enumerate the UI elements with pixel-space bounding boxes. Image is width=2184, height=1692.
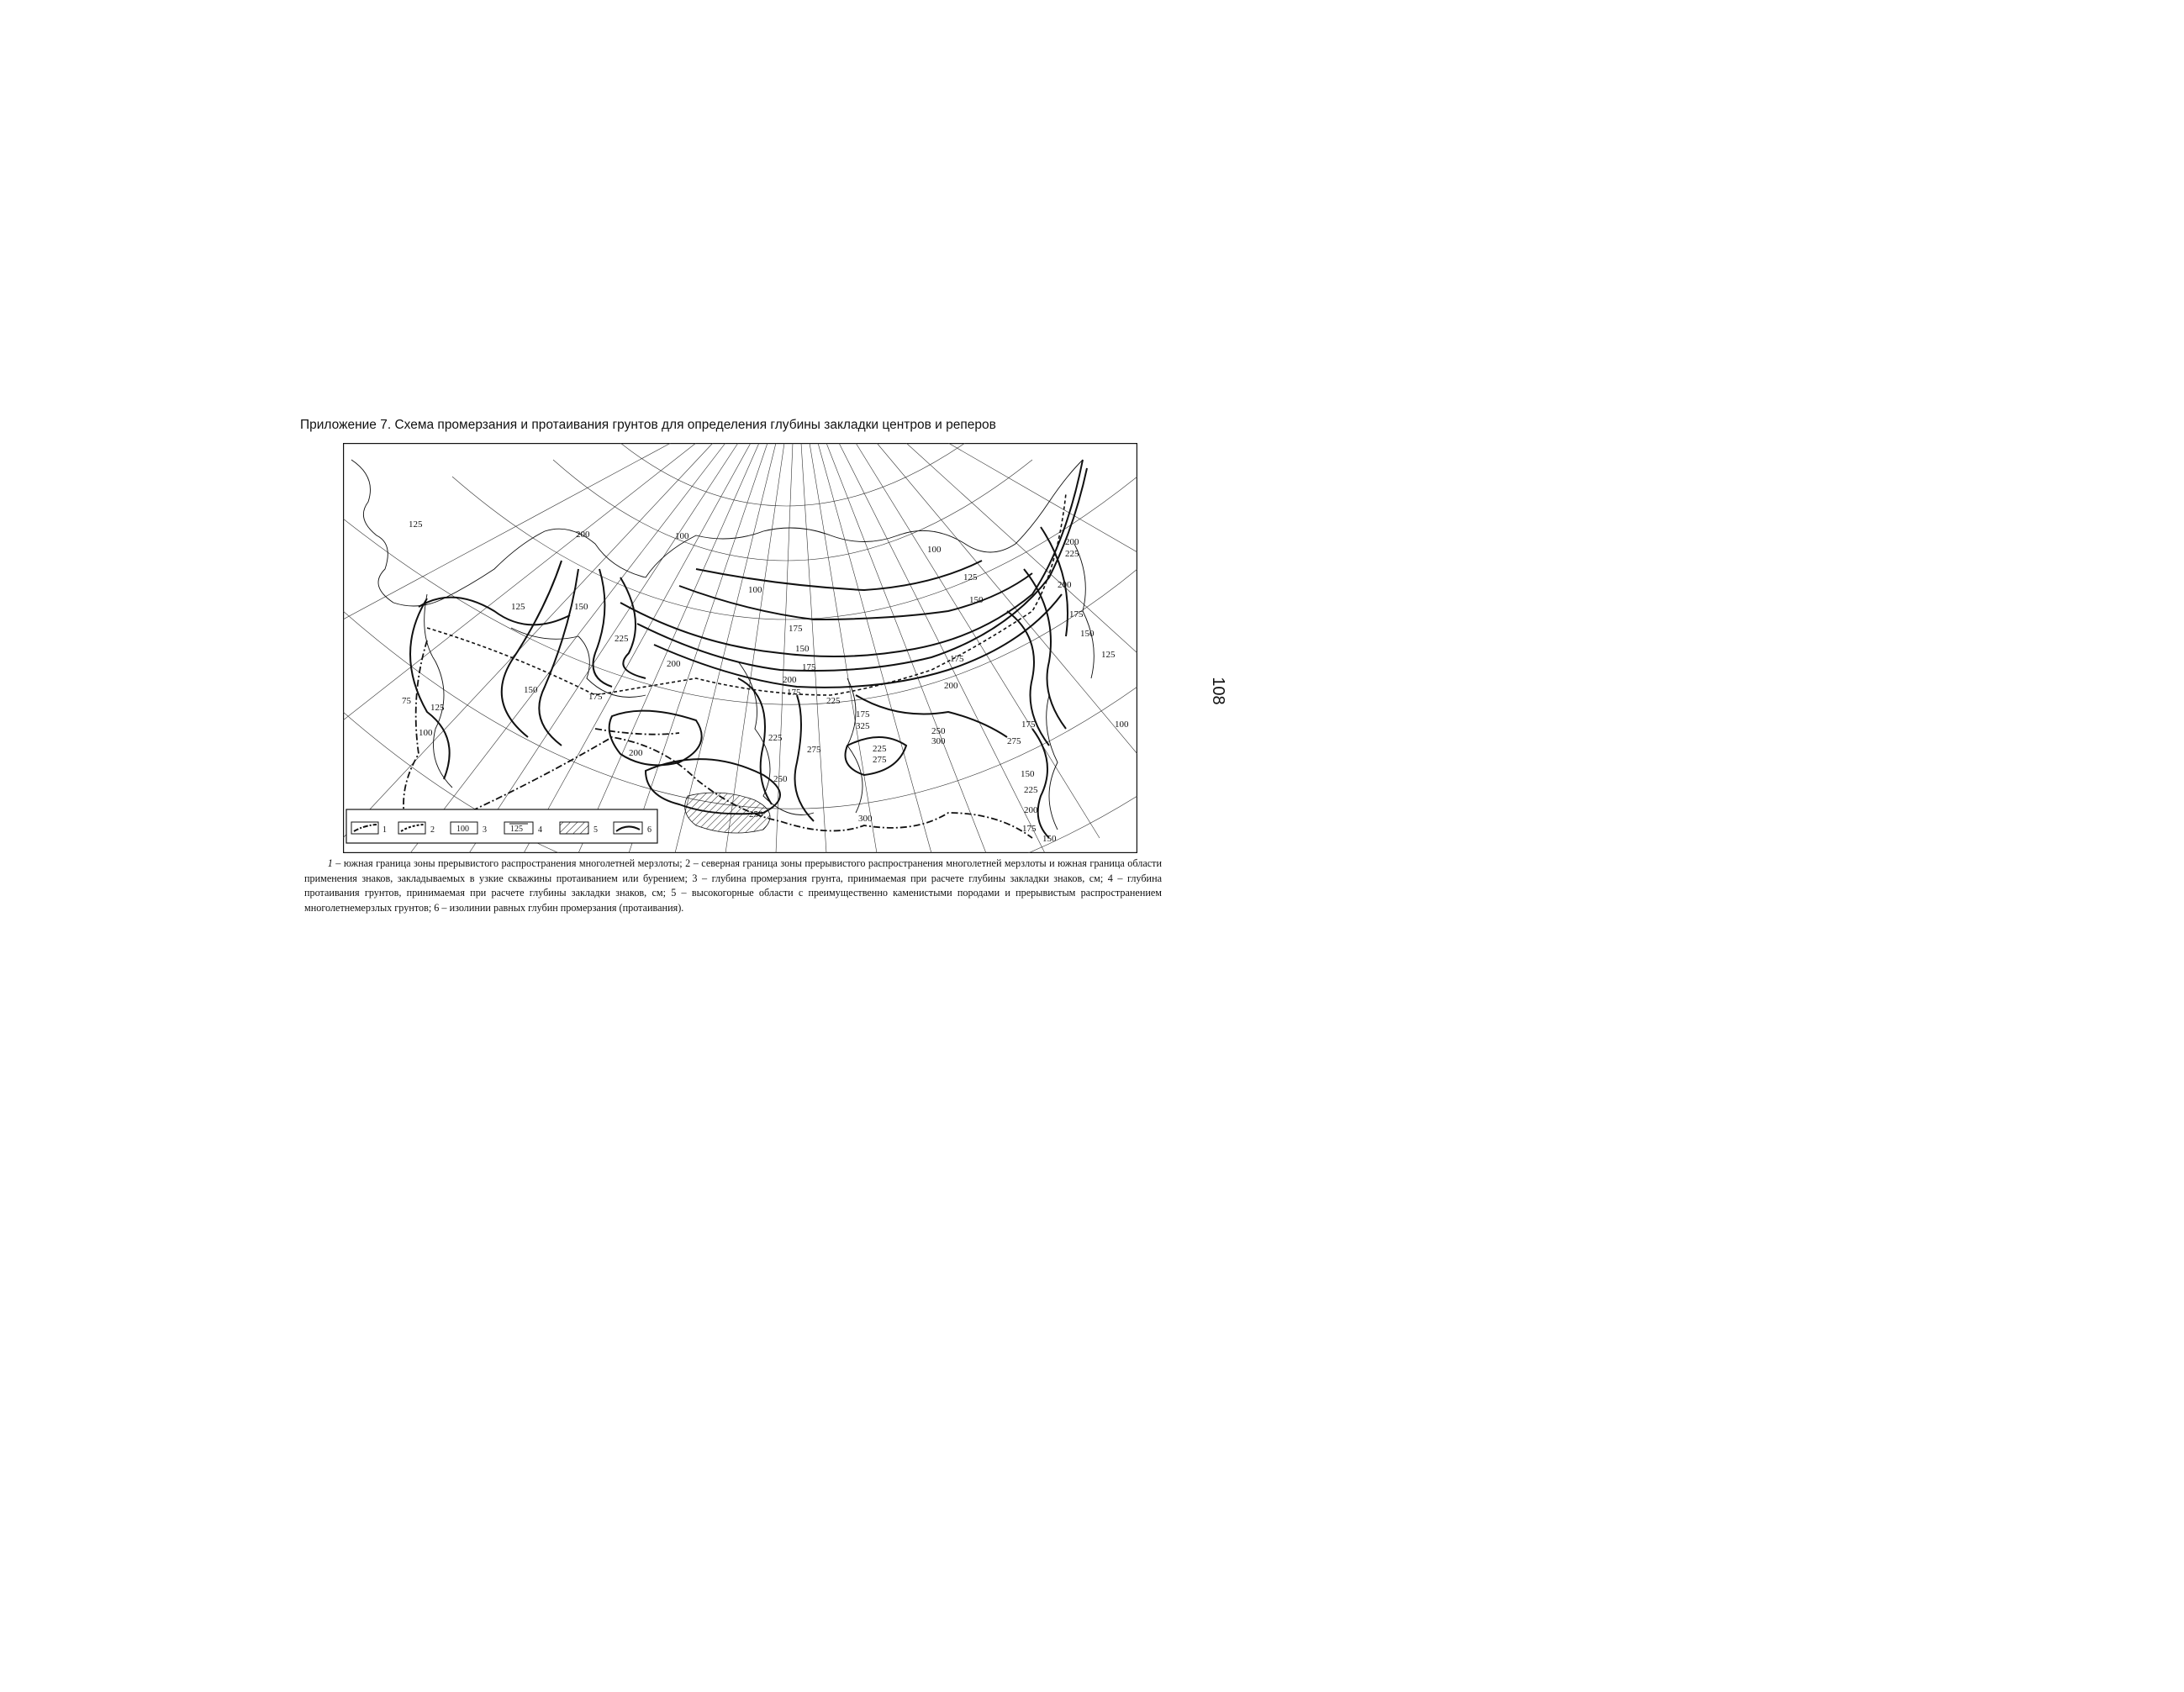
page-number: 108 <box>1209 677 1227 705</box>
svg-text:5: 5 <box>593 825 598 835</box>
map-label: 125 <box>963 572 978 582</box>
map-label: 200 <box>576 530 590 540</box>
svg-text:125: 125 <box>510 825 523 834</box>
map-label: 175 <box>1021 719 1036 730</box>
map-label: 125 <box>430 703 445 713</box>
map-label: 175 <box>1022 824 1037 834</box>
map-label: 175 <box>787 688 801 698</box>
map-label: 175 <box>856 709 870 719</box>
svg-text:4: 4 <box>538 825 542 835</box>
map-label: 175 <box>789 624 803 634</box>
map-label: 150 <box>1021 769 1035 779</box>
map-label: 225 <box>1024 785 1038 795</box>
map-label: 100 <box>675 531 689 541</box>
map-label: 100 <box>748 585 762 595</box>
map-label: 225 <box>826 696 841 706</box>
svg-text:6: 6 <box>647 825 652 835</box>
map-label: 175 <box>1069 609 1084 619</box>
map-label: 300 <box>931 736 946 746</box>
svg-text:100: 100 <box>456 825 469 834</box>
map-label: 275 <box>807 745 821 755</box>
caption-item-number: 1 <box>327 857 333 869</box>
map-label: 175 <box>588 692 603 702</box>
map-label: 100 <box>1115 719 1129 730</box>
permafrost-map <box>343 443 1137 853</box>
figure-caption <box>304 857 1162 915</box>
map-label: 275 <box>1007 736 1021 746</box>
svg-text:3: 3 <box>483 825 487 835</box>
map-label: 275 <box>873 755 887 765</box>
svg-text:2: 2 <box>430 825 435 835</box>
map-frame <box>344 444 1137 853</box>
map-legend <box>346 809 657 843</box>
map-label: 225 <box>1065 549 1079 559</box>
map-label: 150 <box>969 595 984 605</box>
map-label: 200 <box>783 675 797 685</box>
map-label: 225 <box>768 733 783 743</box>
map-label: 250 <box>749 809 763 820</box>
map-label: 150 <box>524 685 538 695</box>
map-label: 150 <box>795 644 810 654</box>
figure-title: Приложение 7. Схема промерзания и протаивания грунтов для определения глубины закладки центров и реперов <box>300 418 996 432</box>
map-label: 250 <box>931 726 946 736</box>
map-label: 175 <box>802 662 816 672</box>
map-label: 150 <box>1080 629 1095 639</box>
svg-text:1: 1 <box>382 825 387 835</box>
map-label: 150 <box>574 602 588 612</box>
map-label: 200 <box>1058 580 1072 590</box>
map-label: 125 <box>511 602 525 612</box>
map-label: 325 <box>856 721 870 731</box>
map-label: 100 <box>927 545 942 555</box>
map-label: 200 <box>629 748 643 758</box>
map-label: 250 <box>773 774 788 784</box>
map-label: 175 <box>950 654 964 664</box>
map-label: 100 <box>419 728 433 738</box>
map-label: 200 <box>1065 537 1079 547</box>
map-label: 125 <box>409 519 423 530</box>
map-label: 225 <box>615 634 629 644</box>
map-label: 200 <box>1024 805 1038 815</box>
map-label: 200 <box>944 681 958 691</box>
map-label: 225 <box>873 744 887 754</box>
map-label: 75 <box>402 696 411 706</box>
map-label: 200 <box>667 659 681 669</box>
map-label: 150 <box>1042 834 1057 844</box>
caption-text: – южная граница зоны прерывистого распространения многолетней мерзлоты; 2 – северная граница зоны прерывистого распространения многолетней мерзлоты и южная граница области применения знаков, закладываемых в узкие скважины протаиванием или бурением; 3 – глубина промерзания грунта, принимаемая при расчете глубины закладки знаков, см; 4 – глубина протаивания грунтов, принимаемая при расчете глубины закладки знаков, см; 5 – высокогорные области с преимущественно каменистыми породами и прерывистым распространением многолетнемерзлых грунтов; 6 – изолинии равных глубин промерзания (протаивания). <box>304 857 1163 914</box>
map-label: 125 <box>1101 650 1116 660</box>
map-label: 300 <box>858 814 873 824</box>
